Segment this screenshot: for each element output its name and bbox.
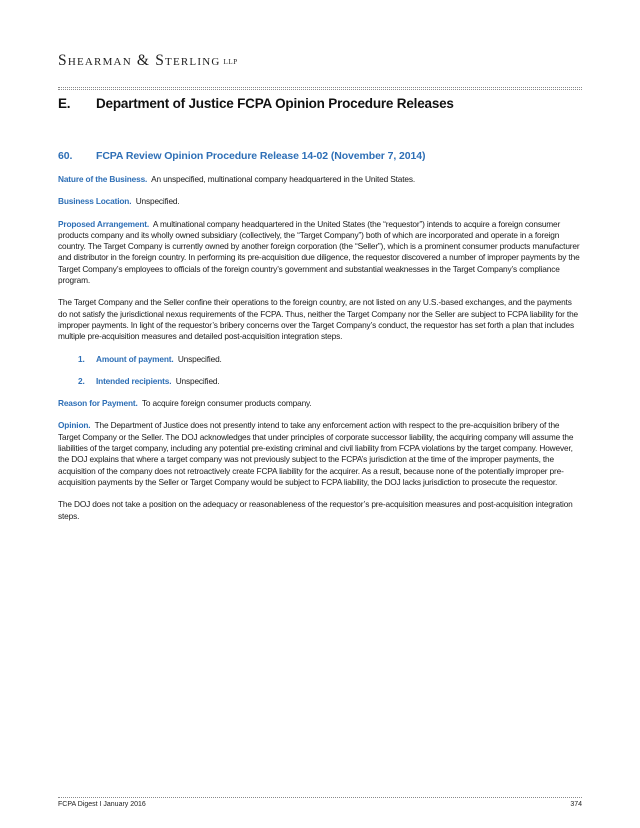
opinion-label: Opinion. [58, 420, 91, 431]
release-number: 60. [58, 150, 73, 162]
list-item-label: Amount of payment. [96, 353, 174, 364]
arrangement-paragraph [58, 219, 582, 287]
reason-paragraph [58, 398, 582, 409]
opinion-text: The Department of Justice does not presently intend to take any enforcement action with respect to the pre-acquisition bribery of the Target Company or the Seller. The DOJ acknowledges that under principles of corporate successor liability, the acquiring company will assume the liabilities of the target company, including any potential pre-existing criminal and civil liability from FCPA violations by the target company. However, the DOJ explains that where a target company was not previously subject to the FCPA’s jurisdiction at the time of the improper payments, the acquisition of the company does not retroactively create FCPA liability for the acquirer. As a result, because none of the potentially improper pre-acquisition payments by the Seller or Target Company would be subject to FCPA liability, the DOJ lacks jurisdiction to prosecute the requestor. [58, 420, 574, 487]
header-divider-secondary [58, 89, 582, 90]
closing-paragraph: The DOJ does not take a position on the adequacy or reasonableness of the requestor’s pre-acquisition measures and post-acquisition integration steps. [58, 499, 573, 521]
opinion-paragraph [58, 420, 582, 488]
release-title [58, 150, 582, 162]
seller-paragraph: The Target Company and the Seller confine their operations to the foreign country, are not listed on any U.S.-based exchanges, and the payments do not satisfy the jurisdictional nexus requirements of the FCPA. Thus, neither the Target Company nor the Seller are subject to FCPA liability for the improper payments. In light of the requestor’s bribery concerns over the Target Company’s conduct, the requestor has set forth a plan that includes multiple pre-acquisition measures and detailed post-acquisition integration steps. [58, 297, 578, 342]
page-number: 374 [570, 801, 582, 808]
arrangement-text: A multinational company headquartered in the United States (the “requestor”) intends to acquire a foreign consumer products company and its wholly owned subsidiary (collectively, the “Target Company”) both of which are incorporated and operate in a foreign country. The Target Company is currently owned by another foreign corporation (the “Seller”), which is a prominent consumer products manufacturer and distributor in the foreign country. In performing its pre-acquisition due diligence, the requestor discovered a number of improper payments by the Target Company’s employees to officials of the foreign country’s government and substantial weaknesses in the Target Company’s compliance program. [58, 218, 580, 286]
location-paragraph [58, 196, 582, 207]
header-divider [58, 87, 582, 88]
list-item-index: 2. [78, 375, 85, 386]
list-item [58, 376, 582, 387]
release-title-text: FCPA Review Opinion Procedure Release 14-02 (November 7, 2014) [96, 150, 426, 162]
location-text: Unspecified. [135, 196, 180, 207]
section-letter: E. [58, 96, 71, 111]
firm-name: Shearman & Sterling [58, 52, 221, 69]
section-heading [58, 96, 454, 111]
arrangement-label: Proposed Arrangement. [58, 218, 150, 229]
list-item [58, 354, 582, 365]
list-item-label: Intended recipients. [96, 375, 172, 386]
nature-text: An unspecified, multinational company headquartered in the United States. [151, 174, 416, 184]
firm-logo [58, 52, 238, 70]
reason-label: Reason for Payment. [58, 398, 138, 409]
section-title: Department of Justice FCPA Opinion Procedure Releases [96, 96, 454, 111]
footer-publication: FCPA Digest I January 2016 [58, 801, 146, 808]
document-body [58, 150, 582, 533]
nature-label: Nature of the Business. [58, 174, 148, 184]
list-item-text: Unspecified. [175, 375, 220, 386]
firm-suffix: LLP [223, 58, 238, 66]
list-item-index: 1. [78, 353, 85, 364]
reason-text: To acquire foreign consumer products company. [141, 398, 312, 409]
footer-divider [58, 797, 582, 798]
list-item-text: Unspecified. [177, 353, 222, 364]
location-label: Business Location. [58, 196, 132, 207]
nature-paragraph [58, 174, 582, 185]
